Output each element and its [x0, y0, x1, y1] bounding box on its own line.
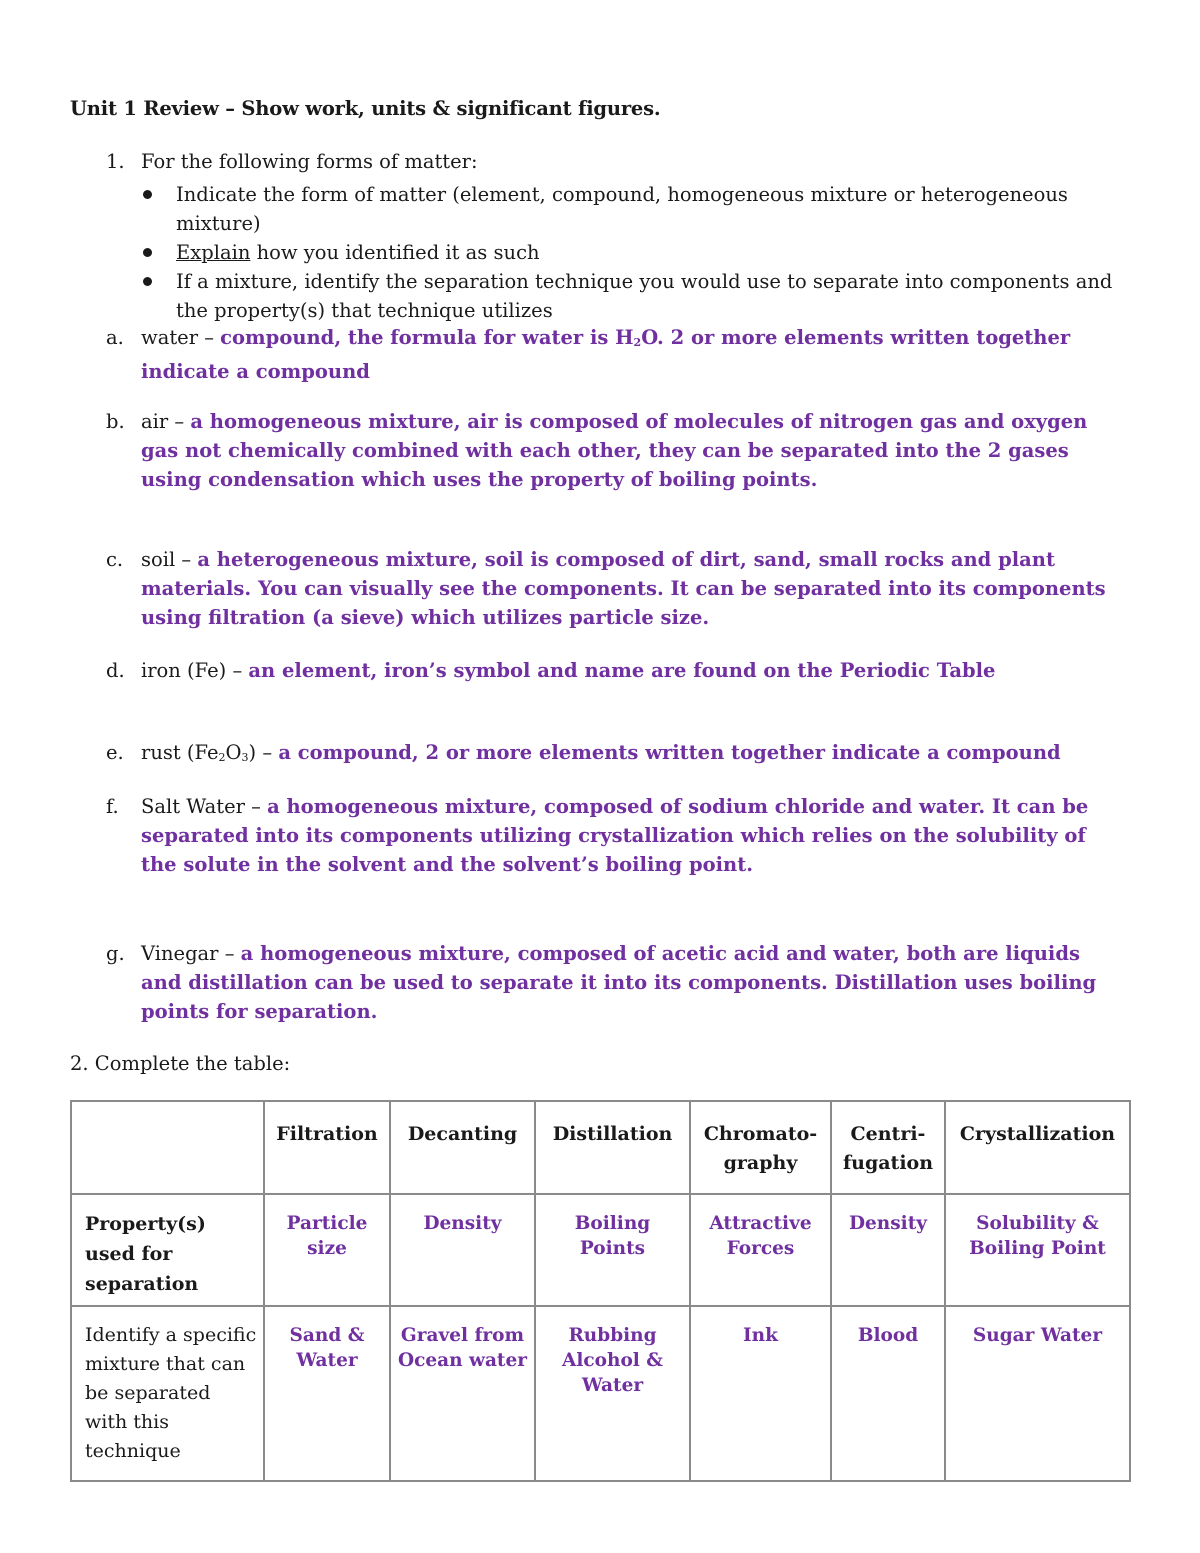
table-cell: Density: [390, 1194, 535, 1306]
item-d: d. iron (Fe) – an element, iron’s symbol and name are found on the Periodic Table: [106, 659, 996, 682]
header-distillation: Distillation: [535, 1101, 690, 1194]
table-cell: Sand & Water: [264, 1306, 390, 1481]
table-cell: Attractive Forces: [690, 1194, 831, 1306]
table-row: [71, 1306, 1130, 1481]
row-label-mixture: Identify a specific mixture that can be separated with this technique: [71, 1306, 264, 1481]
separation-table: [70, 1100, 1131, 1482]
page-title: Unit 1 Review – Show work, units & significant figures.: [70, 97, 661, 120]
answer-text: a homogeneous mixture, composed of sodium chloride and water. It can be separated into its components utilizing crystallization which relies on the solubility of the solute in the solvent and the solvent’s boiling point.: [141, 795, 1089, 876]
header-decanting: Decanting: [390, 1101, 535, 1194]
table-cell: Boiling Points: [535, 1194, 690, 1306]
item-f: f. Salt Water – a homogeneous mixture, composed of sodium chloride and water. It can be separated into its components utilizing crystallization which relies on the solubility of the solute in the solvent and the solvent’s boiling point.: [106, 795, 1089, 876]
item-e: e. rust $(Fe_2O_3)$ – a compound, 2 or more elements written together indicate a compound: [106, 741, 1061, 764]
bullet-dot-icon: [143, 190, 152, 199]
table-cell: Particle size: [264, 1194, 390, 1306]
bullet-dot-icon: [143, 248, 152, 257]
table-row: [71, 1194, 1130, 1306]
bullet-item: If a mixture, identify the separation technique you would use to separate into components and the property(s) that technique utilizes: [141, 267, 1141, 325]
header-chromatography: Chromato-graphy: [690, 1101, 831, 1194]
item-a: a. water – compound, the formula for water is $H_2O$. 2 or more elements written together indicate a compound: [106, 326, 1071, 383]
table-cell: Rubbing Alcohol & Water: [535, 1306, 690, 1481]
item-g: g. Vinegar – a homogeneous mixture, composed of acetic acid and water, both are liquids and distillation can be used to separate it into its components. Distillation uses boiling points for separation.: [106, 942, 1097, 1023]
table-cell: Blood: [831, 1306, 945, 1481]
answer-text: compound, the formula for water is $H_2O$. 2 or more elements written together indicate a compound: [141, 326, 1071, 383]
answer-text: an element, iron’s symbol and name are found on the Periodic Table: [248, 659, 996, 682]
answer-text: a homogeneous mixture, composed of acetic acid and water, both are liquids and distillation can be used to separate it into its components. Distillation uses boiling points for separation.: [141, 942, 1097, 1023]
question-2-prompt: 2. Complete the table:: [70, 1052, 291, 1075]
table-cell: Ink: [690, 1306, 831, 1481]
table-cell: Gravel from Ocean water: [390, 1306, 535, 1481]
question-1-prompt: For the following forms of matter:: [141, 150, 478, 173]
answer-text: a homogeneous mixture, air is composed of molecules of nitrogen gas and oxygen gas not chemically combined with each other, they can be separated into the 2 gases using condensation which uses the property of boiling points.: [141, 410, 1088, 491]
header-crystallization: Crystallization: [945, 1101, 1130, 1194]
header-filtration: Filtration: [264, 1101, 390, 1194]
item-b: b. air – a homogeneous mixture, air is composed of molecules of nitrogen gas and oxygen gas not chemically combined with each other, they can be separated into the 2 gases using condensation which uses the property of boiling points.: [106, 410, 1088, 491]
table-cell: Solubility & Boiling Point: [945, 1194, 1130, 1306]
table-corner-cell: [71, 1101, 264, 1194]
header-centrifugation: Centri-fugation: [831, 1101, 945, 1194]
answer-text: a compound, 2 or more elements written together indicate a compound: [278, 741, 1061, 764]
bullet-dot-icon: [143, 277, 152, 286]
table-cell: Density: [831, 1194, 945, 1306]
table-cell: Sugar Water: [945, 1306, 1130, 1481]
underlined-word: Explain: [176, 241, 251, 264]
row-label-property: Property(s) used for separation: [71, 1194, 264, 1306]
bullet-item: Indicate the form of matter (element, compound, homogeneous mixture or heterogeneous mixture): [141, 180, 1141, 238]
bullet-item: Explain how you identified it as such: [141, 238, 1141, 267]
instruction-bullets: [141, 180, 1141, 325]
question-1-number: 1.: [106, 150, 125, 173]
table-header-row: [71, 1101, 1130, 1194]
answer-text: a heterogeneous mixture, soil is composed of dirt, sand, small rocks and plant materials. You can visually see the components. It can be separated into its components using filtration (a sieve) which utilizes particle size.: [141, 548, 1106, 629]
item-c: c. soil – a heterogeneous mixture, soil is composed of dirt, sand, small rocks and plant materials. You can visually see the components. It can be separated into its components using filtration (a sieve) which utilizes particle size.: [106, 548, 1106, 629]
